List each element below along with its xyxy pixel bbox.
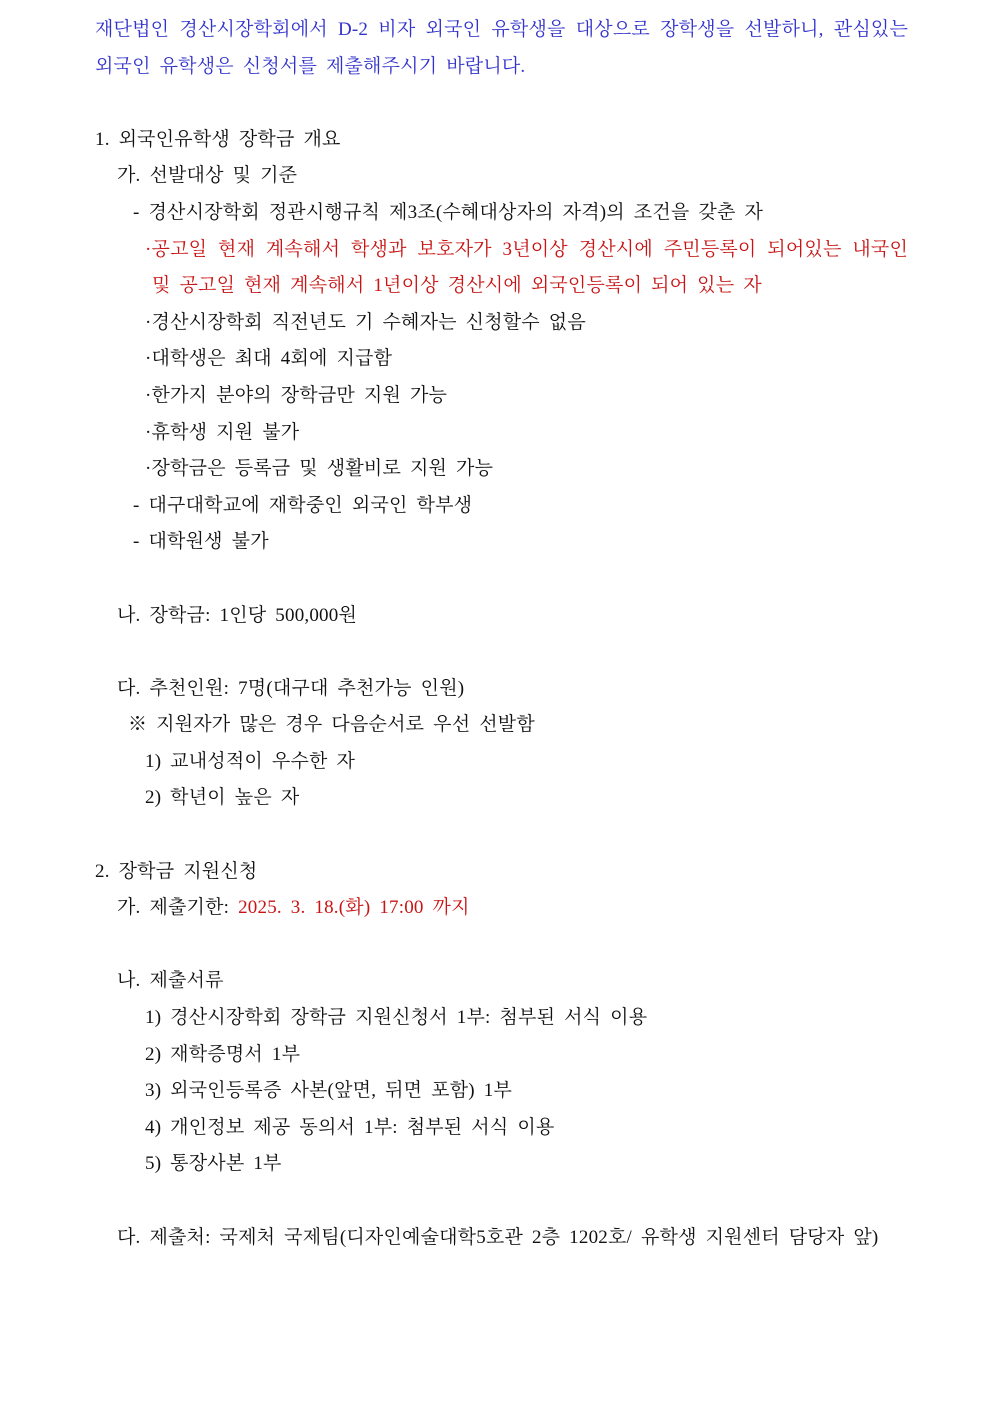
section2-heading: 2. 장학금 지원신청 (95, 860, 258, 882)
document-item-enrollment-cert: 2) 재학증명서 1부 (145, 1043, 301, 1065)
priority-item-grades: 1) 교내성적이 우수한 자 (145, 750, 356, 772)
eligibility-residency-note: ·공고일 현재 계속해서 학생과 보호자가 3년이상 경산시에 주민등록이 되어있는 내국인 및 공고일 현재 계속해서 1년이상 경산시에 외국인등록이 되어 있는 자 (145, 238, 908, 297)
intro-paragraph: 재단법인 경산시장학회에서 D-2 비자 외국인 유학생을 대상으로 장학생을 선발하니, 관심있는 외국인 유학생은 신청서를 제출해주시기 바랍니다. (95, 19, 908, 77)
section1-ga-heading: 가. 선발대상 및 기준 (117, 165, 298, 187)
document-item-application: 1) 경산시장학회 장학금 지원신청서 1부: 첨부된 서식 이용 (145, 1007, 648, 1029)
eligibility-enrolled-undergrad: - 대구대학교에 재학중인 외국인 학부생 (133, 494, 473, 516)
deadline-line (95, 890, 908, 927)
documents-heading: 나. 제출서류 (117, 970, 224, 992)
eligibility-note-max-payments: ·대학생은 최대 4회에 지급함 (145, 348, 393, 370)
deadline-value: 2025. 3. 18.(화) 17:00 까지 (238, 897, 470, 919)
priority-item-year: 2) 학년이 높은 자 (145, 787, 300, 809)
submission-office: 다. 제출처: 국제처 국제팀(디자인예술대학5호관 2층 1202호/ 유학생 지원센터 담당자 앞) (117, 1226, 879, 1248)
eligibility-rule-clause: - 경산시장학회 정관시행규칙 제3조(수혜대상자의 자격)의 조건을 갖춘 자 (133, 201, 763, 223)
section1-heading: 1. 외국인유학생 장학금 개요 (95, 128, 341, 150)
scholarship-amount: 나. 장학금: 1인당 500,000원 (117, 604, 358, 626)
eligibility-note-usage: ·장학금은 등록금 및 생활비로 지원 가능 (145, 458, 494, 480)
document-item-bankbook-copy: 5) 통장사본 1부 (145, 1153, 282, 1175)
eligibility-note-prior-recipient: ·경산시장학회 직전년도 기 수혜자는 신청할수 없음 (145, 311, 586, 333)
priority-note-heading: ※ 지원자가 많은 경우 다음순서로 우선 선발함 (128, 714, 535, 736)
recommendation-count: 다. 추천인원: 7명(대구대 추천가능 인원) (117, 677, 465, 699)
eligibility-note-leave-of-absence: ·휴학생 지원 불가 (145, 421, 300, 443)
document-item-privacy-consent: 4) 개인정보 제공 동의서 1부: 첨부된 서식 이용 (145, 1116, 555, 1138)
eligibility-no-grad-students: - 대학원생 불가 (133, 531, 269, 553)
eligibility-note-one-field: ·한가지 분야의 장학금만 지원 가능 (145, 384, 448, 406)
deadline-label: 가. 제출기한: (117, 897, 239, 919)
document-item-arc-copy: 3) 외국인등록증 사본(앞면, 뒤면 포함) 1부 (145, 1080, 512, 1102)
